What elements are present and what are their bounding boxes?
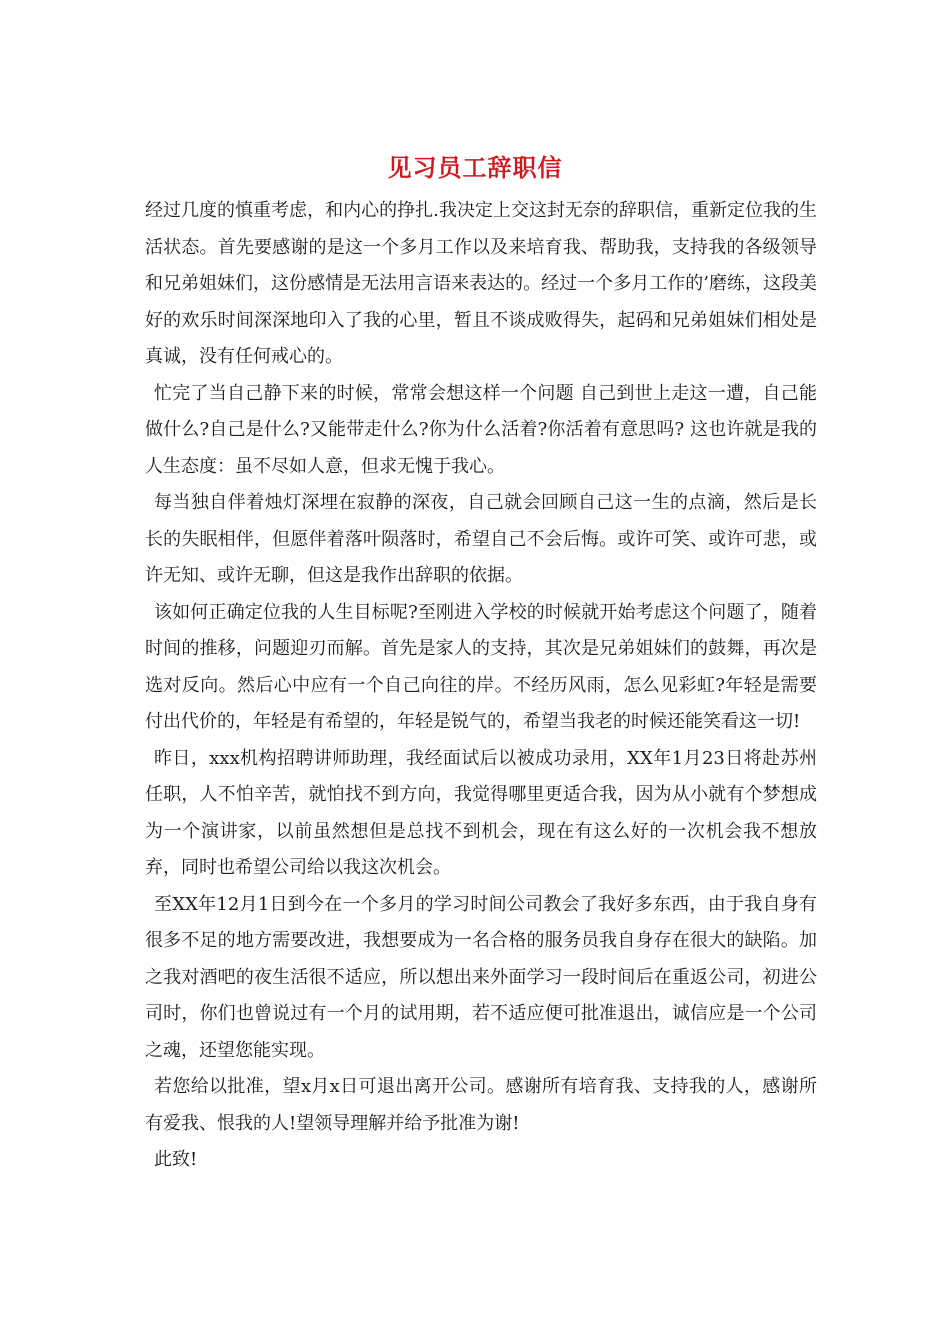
paragraph-5: 昨日，xxx机构招聘讲师助理，我经面试后以被成功录用，XX年1月23日将赴苏州任职，人不怕辛苦，就怕找不到方向，我觉得哪里更适合我，因为从小就有个梦想成为一个演讲家，以前虽然想但是总找不到机会，现在有这么好的一次机会我不想放弃，同时也希望公司给以我这次机会。 [145,747,817,878]
paragraph-6: 至XX年12月1日到今在一个多月的学习时间公司教会了我好多东西，由于我自身有很多不足的地方需要改进，我想要成为一名合格的服务员我自身存在很大的缺陷。加之我对酒吧的夜生活很不适应，所以想出来外面学习一段时间后在重返公司，初进公司时，你们也曾说过有一个月的试用期，若不适应便可批准退出，诚信应是一个公司之魂，还望您能实现。 [145,893,817,1061]
paragraph-3: 每当独自伴着烛灯深埋在寂静的深夜，自己就会回顾自己这一生的点滴，然后是长长的失眠相伴，但愿伴着落叶陨落时，希望自己不会后悔。或许可笑、或许可悲，或许无知、或许无聊，但这是我作出辞职的依据。 [145,492,817,586]
paragraph-2: 忙完了当自己静下来的时候，常常会想这样一个问题 自己到世上走这一遭，自己能做什么?自己是什么?又能带走什么?你为什么活着?你活着有意思吗? 这也许就是我的人生态度：虽不尽如人意，但求无愧于我心。 [145,382,817,477]
paragraph-4: 该如何正确定位我的人生目标呢?至刚进入学校的时候就开始考虑这个问题了，随着时间的推移，问题迎刃而解。首先是家人的支持，其次是兄弟姐妹们的鼓舞，再次是选对反向。然后心中应有一个自己向往的岸。不经历风雨，怎么见彩虹?年轻是需要付出代价的，年轻是有希望的，年轻是锐气的，希望当我老的时候还能笑看这一切! [145,601,817,732]
closing-salutation: 此致! [154,1149,198,1170]
document-title: 见习员工辞职信 [387,153,563,182]
paragraph-1: 经过几度的慎重考虑，和内心的挣扎.我决定上交这封无奈的辞职信，重新定位我的生活状态。首先要感谢的是这一个多月工作以及来培育我、帮助我，支持我的各级领导和兄弟姐妹们，这份感情是无法用言语来表达的。经过一个多月工作的’磨练，这段美好的欢乐时间深深地印入了我的心里，暂且不谈成败得失，起码和兄弟姐妹们相处是真诚，没有任何戒心的。 [145,200,817,367]
paragraph-7: 若您给以批准，望x月x日可退出离开公司。感谢所有培育我、支持我的人，感谢所有爱我、恨我的人!望领导理解并给予批准为谢! [145,1076,817,1134]
document-body [145,193,817,1179]
